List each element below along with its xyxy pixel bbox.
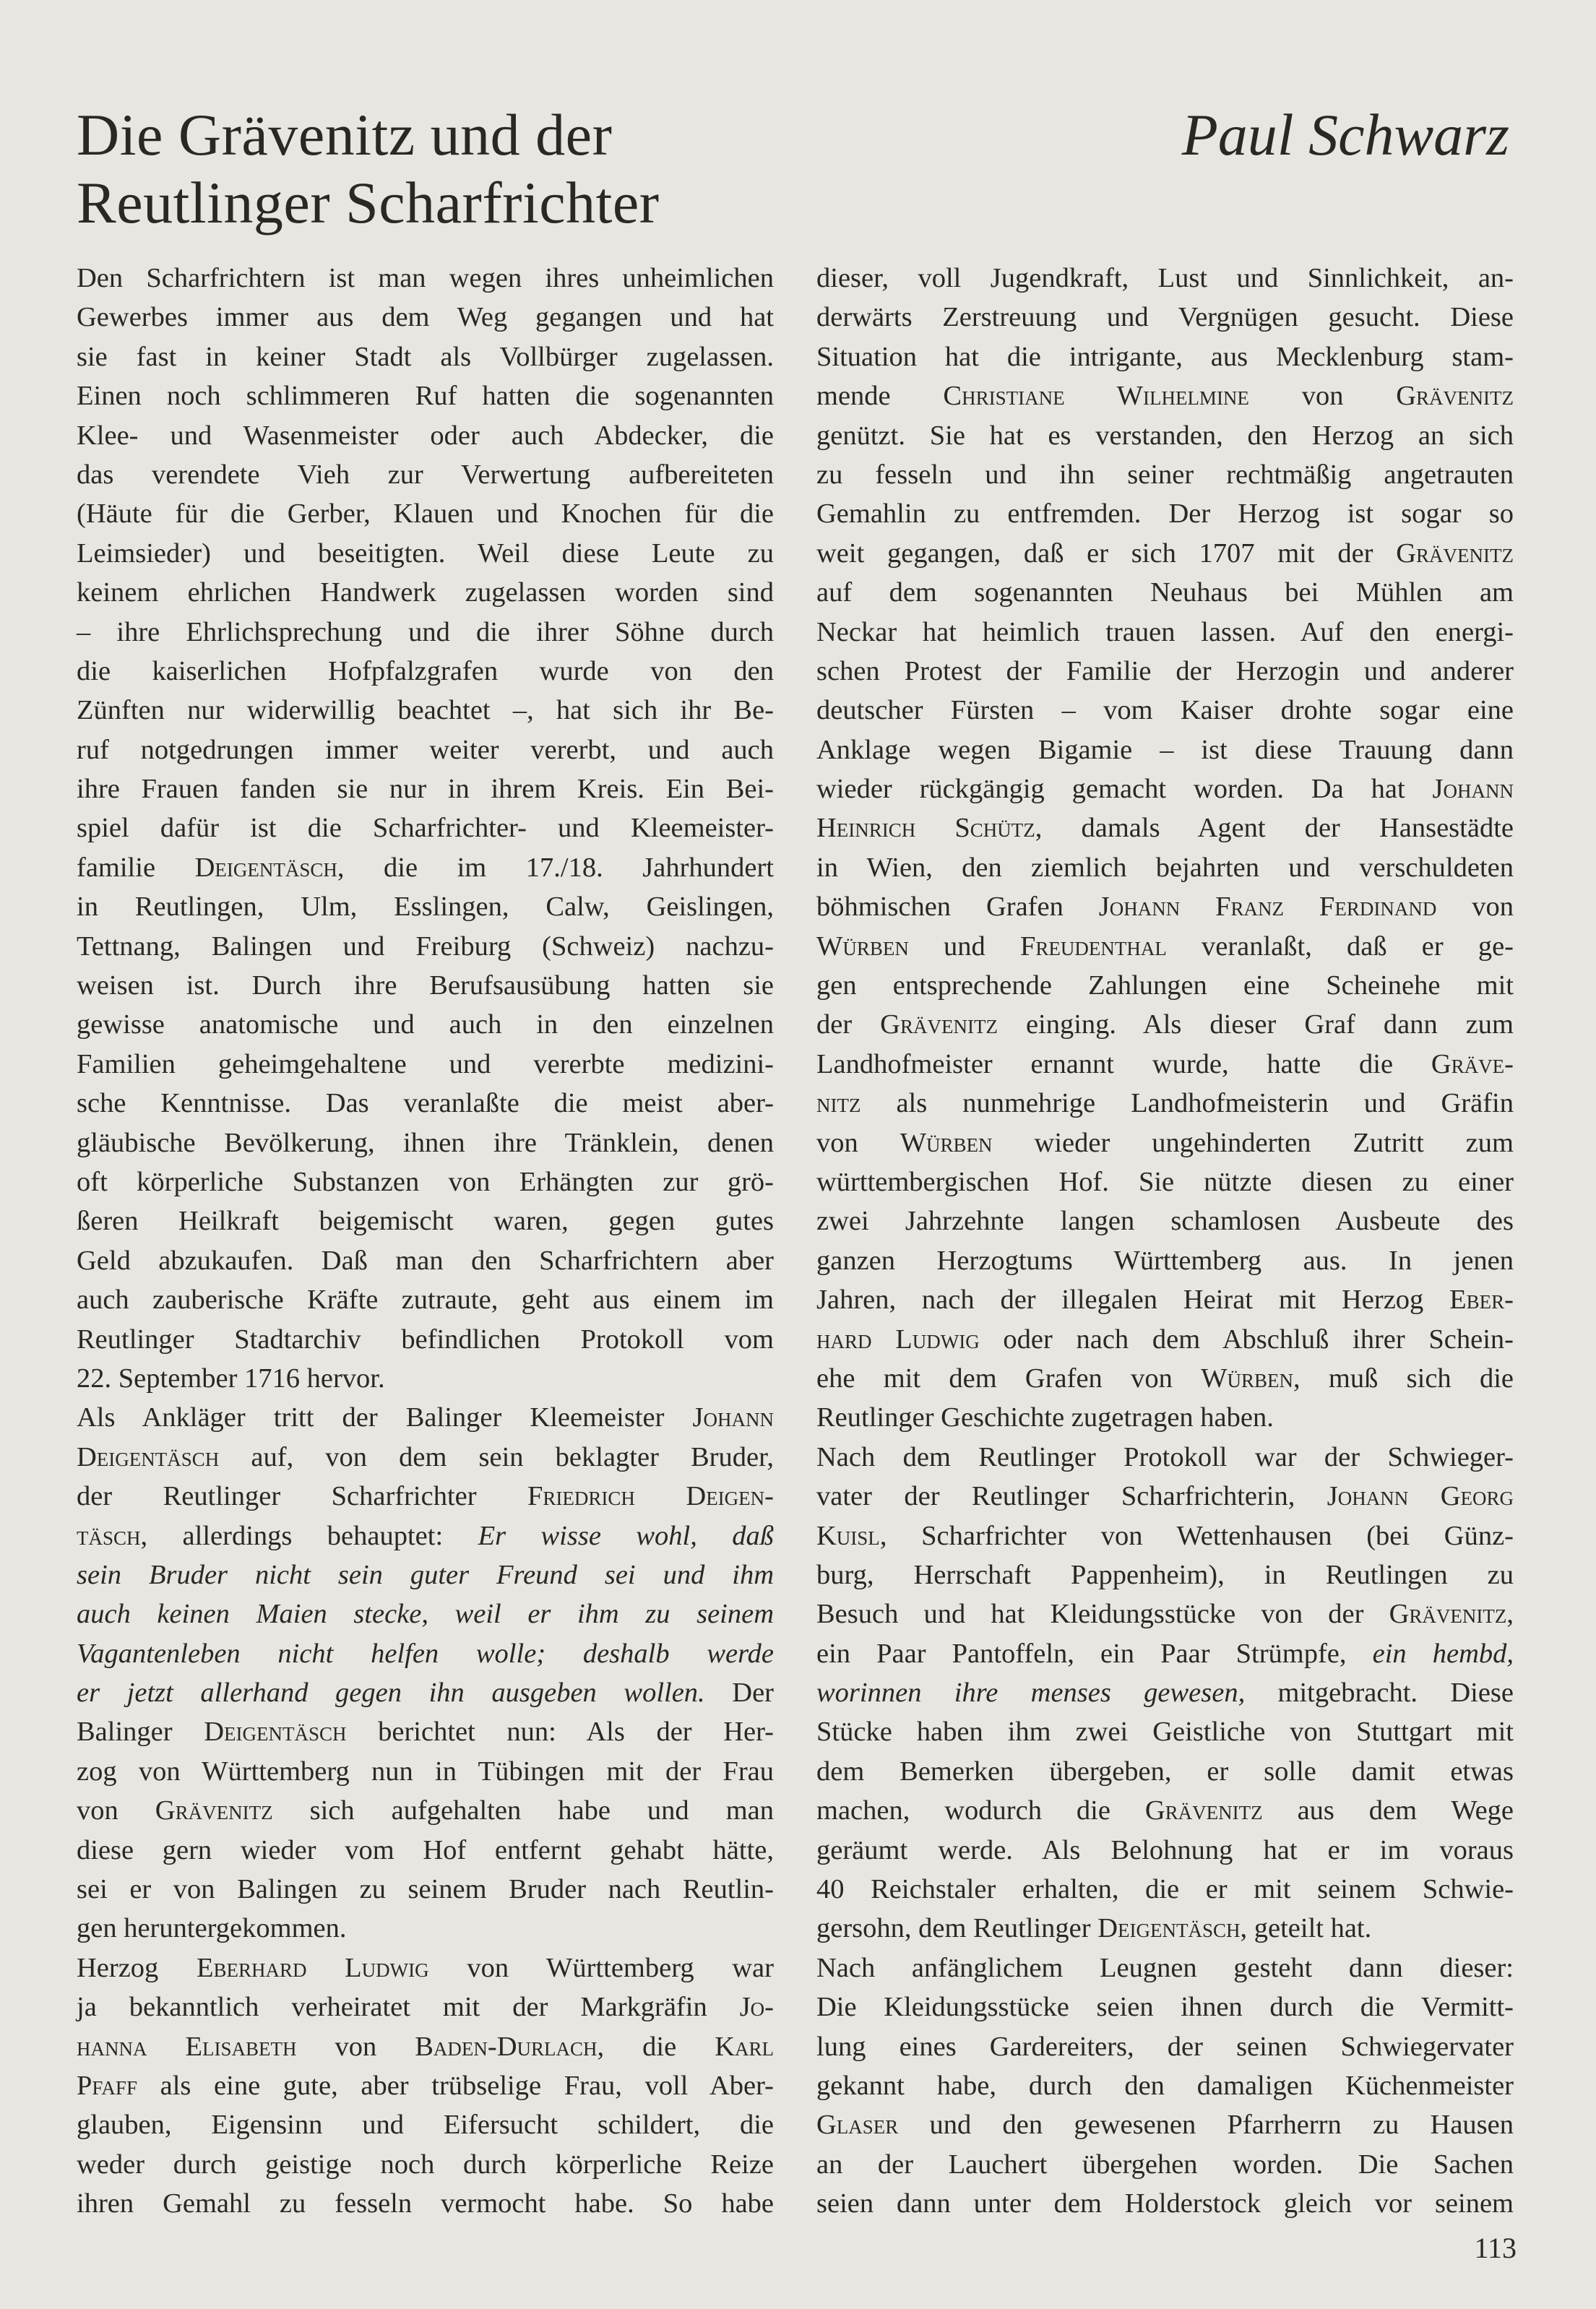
text-line xyxy=(77,769,774,808)
text-line xyxy=(77,1909,774,1948)
text-run: Familien geheimgehaltene und vererbte medizini- xyxy=(77,1048,774,1079)
small-caps-name: Heinrich Schütz xyxy=(816,813,1035,844)
small-caps-name: nitz xyxy=(816,1088,861,1119)
text-line xyxy=(816,848,1514,887)
text-line xyxy=(77,691,774,730)
small-caps-name: Eberhard Ludwig xyxy=(196,1952,429,1983)
text-run: Geld abzukaufen. Daß man den Scharfrichtern aber xyxy=(77,1245,774,1276)
text-line xyxy=(77,259,774,298)
small-caps-name: Gräve- xyxy=(1431,1048,1514,1079)
text-line xyxy=(816,1320,1514,1359)
text-line xyxy=(816,1477,1514,1516)
text-run: mitgebracht. Diese xyxy=(1245,1678,1514,1709)
text-run: der Reutlinger Scharfrichter xyxy=(77,1481,528,1512)
text-run: sie fast in keiner Stadt als Vollbürger zugelassen. xyxy=(77,341,774,372)
text-line xyxy=(816,455,1514,494)
small-caps-name: Deigentäsch xyxy=(194,852,337,883)
text-line xyxy=(77,2027,774,2066)
text-line xyxy=(77,337,774,376)
text-run: (Häute für die Gerber, Klauen und Knochen für die xyxy=(77,499,774,530)
text-run: Stücke haben ihm zwei Geistliche von Stuttgart mit xyxy=(816,1717,1514,1748)
text-line xyxy=(816,1123,1514,1162)
text-line xyxy=(77,1241,774,1280)
italic-quote: worinnen ihre menses gewesen, xyxy=(816,1678,1246,1709)
text-run: sche Kenntnisse. Das veranlaßte die meist aber- xyxy=(77,1088,774,1119)
text-run: böhmischen Grafen xyxy=(816,892,1099,923)
text-line xyxy=(816,769,1514,808)
text-line xyxy=(77,455,774,494)
text-line xyxy=(77,1320,774,1359)
text-line xyxy=(816,494,1514,533)
text-line xyxy=(77,1398,774,1437)
text-run: ßeren Heilkraft beigemischt waren, gegen gutes xyxy=(77,1206,774,1237)
text-run: von xyxy=(296,2031,415,2062)
text-line xyxy=(77,1634,774,1673)
text-line xyxy=(77,1791,774,1830)
text-run: Neckar hat heimlich trauen lassen. Auf den energi- xyxy=(816,616,1514,647)
text-line xyxy=(77,1594,774,1633)
text-line xyxy=(816,1084,1514,1123)
text-run: Klee- und Wasenmeister oder auch Abdecker, die xyxy=(77,420,774,451)
small-caps-name: Deigentäsch xyxy=(77,1441,220,1472)
text-run: , geteilt hat. xyxy=(1240,1913,1372,1944)
text-line xyxy=(77,1045,774,1084)
text-line xyxy=(816,1555,1514,1594)
text-run: wieder rückgängig gemacht worden. Da hat xyxy=(816,774,1433,805)
text-run: auf dem sogenannten Neuhaus bei Mühlen am xyxy=(816,577,1514,608)
text-line xyxy=(816,1988,1514,2027)
italic-quote: Er wisse wohl, daß xyxy=(478,1520,774,1551)
text-line xyxy=(816,1594,1514,1633)
text-run: ihre Frauen fanden sie nur in ihrem Kreis. Ein Bei- xyxy=(77,774,774,805)
text-run: Nach dem Reutlinger Protokoll war der Schwieger- xyxy=(816,1441,1514,1472)
text-run: ruf notgedrungen immer weiter vererbt, und auch xyxy=(77,734,774,765)
text-line xyxy=(816,1516,1514,1555)
small-caps-name: Glaser xyxy=(816,2110,899,2141)
text-run: weisen ist. Durch ihre Berufsausübung hatten sie xyxy=(77,970,774,1001)
text-run: in Reutlingen, Ulm, Esslingen, Calw, Geislingen, xyxy=(77,892,774,923)
small-caps-name: Pfaff xyxy=(77,2070,137,2101)
text-run: deutscher Fürsten – vom Kaiser drohte sogar eine xyxy=(816,695,1514,726)
text-line xyxy=(816,1791,1514,1830)
small-caps-name: Friedrich Deigen- xyxy=(527,1481,774,1512)
text-run: Die Kleidungsstücke seien ihnen durch die Vermitt- xyxy=(816,1992,1514,2023)
text-line xyxy=(816,808,1514,847)
text-run: , die xyxy=(597,2031,715,2062)
small-caps-name: Grävenitz xyxy=(880,1009,998,1040)
text-run: , damals Agent der Hansestädte xyxy=(1035,813,1514,844)
small-caps-name: Johann xyxy=(692,1402,774,1433)
text-run: keinem ehrlichen Handwerk zugelassen worden sind xyxy=(77,577,774,608)
text-line xyxy=(77,1516,774,1555)
text-line xyxy=(77,808,774,847)
text-line xyxy=(77,2145,774,2184)
text-run: diese gern wieder vom Hof entfernt gehabt hätte, xyxy=(77,1834,774,1865)
text-run: weit gegangen, daß er sich 1707 mit der xyxy=(816,538,1397,569)
text-run: sei er von Balingen zu seinem Bruder nach Reutlin- xyxy=(77,1874,774,1905)
text-line xyxy=(816,1398,1514,1437)
text-line xyxy=(77,1359,774,1398)
text-line xyxy=(816,1909,1514,1948)
text-run: veranlaßt, daß er ge- xyxy=(1166,931,1514,962)
text-line xyxy=(816,613,1514,652)
text-line xyxy=(77,887,774,926)
text-run: weder durch geistige noch durch körperliche Reize xyxy=(77,2149,774,2180)
italic-quote: ein hembd, xyxy=(1372,1638,1514,1669)
text-line xyxy=(77,1162,774,1201)
text-line xyxy=(816,1241,1514,1280)
text-line xyxy=(816,1673,1514,1712)
text-run: Nach anfänglichem Leugnen gesteht dann dieser: xyxy=(816,1952,1514,1983)
text-run: familie xyxy=(77,852,195,883)
text-line xyxy=(77,1005,774,1044)
text-run: schen Protest der Familie der Herzogin und anderer xyxy=(816,655,1514,686)
text-line xyxy=(816,691,1514,730)
text-run: sich aufgehalten habe und man xyxy=(272,1795,775,1826)
text-run: , muß sich die xyxy=(1293,1363,1514,1394)
small-caps-name: Kuisl xyxy=(816,1520,880,1551)
text-line xyxy=(77,1123,774,1162)
article-title-line-1: Die Grävenitz und der xyxy=(77,102,613,168)
text-line xyxy=(77,1280,774,1319)
small-caps-name: Deigentäsch xyxy=(204,1717,347,1748)
text-line xyxy=(816,573,1514,612)
text-line xyxy=(77,1712,774,1751)
text-line xyxy=(77,1988,774,2027)
page-number: 113 xyxy=(1474,2232,1517,2264)
text-line xyxy=(816,730,1514,769)
text-line xyxy=(77,494,774,533)
text-run: zog von Württemberg nun in Tübingen mit der Frau xyxy=(77,1756,774,1787)
text-line xyxy=(816,2184,1514,2223)
text-run: Den Scharfrichtern ist man wegen ihres unheimlichen xyxy=(77,263,774,293)
text-run: von xyxy=(1248,381,1397,412)
text-run: einging. Als dieser Graf dann zum xyxy=(997,1009,1514,1040)
text-run: vater der Reutlinger Scharfrichterin, xyxy=(816,1481,1327,1512)
text-line xyxy=(816,2027,1514,2066)
small-caps-name: Grävenitz xyxy=(155,1795,273,1826)
text-line xyxy=(77,1831,774,1870)
text-line xyxy=(77,2184,774,2223)
article-title-line-2: Reutlinger Scharfrichter xyxy=(77,170,660,236)
text-line xyxy=(816,927,1514,966)
text-run: Besuch und hat Kleidungsstücke von der xyxy=(816,1599,1389,1630)
small-caps-name: Johann Franz Ferdinand xyxy=(1098,892,1437,923)
text-run: Als Ankläger tritt der Balinger Kleemeister xyxy=(77,1402,693,1433)
small-caps-name: Grävenitz xyxy=(1396,538,1514,569)
text-run: dem Bemerken übergeben, er solle damit etwas xyxy=(816,1756,1514,1787)
text-line xyxy=(816,1162,1514,1201)
text-run: – ihre Ehrlichsprechung und die ihrer Söhne durch xyxy=(77,616,774,647)
text-run: die kaiserlichen Hofpfalzgrafen wurde von den xyxy=(77,655,774,686)
text-line xyxy=(77,298,774,337)
small-caps-name: Grävenitz xyxy=(1396,381,1514,412)
text-run: Tettnang, Balingen und Freiburg (Schweiz) nachzu- xyxy=(77,931,774,962)
text-run: oder nach dem Abschluß ihrer Schein- xyxy=(979,1324,1514,1355)
text-run: zu fesseln und ihn seiner rechtmäßig angetrauten xyxy=(816,459,1514,490)
text-run: als eine gute, aber trübselige Frau, voll Aber- xyxy=(137,2070,774,2101)
text-run: zwei Jahrzehnte langen schamlosen Ausbeute des xyxy=(816,1206,1514,1237)
text-run: Jahren, nach der illegalen Heirat mit Herzog xyxy=(816,1285,1450,1316)
text-line xyxy=(77,2066,774,2105)
text-line xyxy=(816,298,1514,337)
text-line xyxy=(816,337,1514,376)
text-line xyxy=(816,534,1514,573)
small-caps-name: Johann xyxy=(1432,774,1514,805)
small-caps-name: Jo- xyxy=(739,1992,774,2023)
text-run: derwärts Zerstreuung und Vergnügen gesucht. Diese xyxy=(816,302,1514,333)
text-run: und den gewesenen Pfarrherrn zu Hausen xyxy=(898,2110,1514,2141)
right-text-column xyxy=(816,259,1514,2224)
text-run: mende xyxy=(816,381,944,412)
text-run: Gemahlin zu entfremden. Der Herzog ist sogar so xyxy=(816,499,1514,530)
text-run: dieser, voll Jugendkraft, Lust und Sinnlichkeit, an- xyxy=(816,263,1514,293)
text-line xyxy=(816,416,1514,455)
author-name: Paul Schwarz xyxy=(1181,102,1509,168)
text-line xyxy=(77,1438,774,1477)
text-line xyxy=(816,1870,1514,1909)
left-text-column xyxy=(77,259,774,2224)
small-caps-name: Würben xyxy=(900,1127,993,1158)
text-line xyxy=(816,1752,1514,1791)
text-line xyxy=(77,1477,774,1516)
text-line xyxy=(77,730,774,769)
text-run: Gewerbes immer aus dem Weg gegangen und hat xyxy=(77,302,774,333)
small-caps-name: Johann Georg xyxy=(1327,1481,1514,1512)
text-line xyxy=(816,652,1514,691)
text-run: von xyxy=(816,1127,900,1158)
text-run: ehe mit dem Grafen von xyxy=(816,1363,1202,1394)
small-caps-name: Würben xyxy=(1201,1363,1293,1394)
small-caps-name: hanna Elisabeth xyxy=(77,2031,297,2062)
text-run: an der Lauchert übergehen worden. Die Sachen xyxy=(816,2149,1514,2180)
italic-quote: sein Bruder nicht sein guter Freund sei und ihm xyxy=(77,1559,774,1590)
text-run: , xyxy=(1506,1599,1514,1630)
text-line xyxy=(816,1831,1514,1870)
text-run: lung eines Gardereiters, der seinen Schwiegervater xyxy=(816,2031,1514,2062)
small-caps-name: täsch xyxy=(77,1520,141,1551)
text-line xyxy=(77,966,774,1005)
text-line xyxy=(816,1280,1514,1319)
text-run: Zünften nur widerwillig beachtet –, hat sich ihr Be- xyxy=(77,695,774,726)
small-caps-name: Christiane Wilhelmine xyxy=(943,381,1249,412)
article-title xyxy=(77,101,660,237)
text-line xyxy=(77,1673,774,1712)
text-run: als nunmehrige Landhofmeisterin und Gräfin xyxy=(860,1088,1514,1119)
text-run: auch zauberische Kräfte zutraute, geht aus einem im xyxy=(77,1285,774,1316)
text-run: ganzen Herzogtums Württemberg aus. In jenen xyxy=(816,1245,1514,1276)
text-run: von Württemberg war xyxy=(428,1952,774,1983)
text-line xyxy=(816,1438,1514,1477)
text-run: Situation hat die intrigante, aus Mecklenburg stam- xyxy=(816,341,1514,372)
text-run: der xyxy=(816,1009,881,1040)
italic-quote: auch keinen Maien stecke, weil er ihm zu seinem xyxy=(77,1599,774,1630)
text-line xyxy=(77,1555,774,1594)
text-run: und xyxy=(908,931,1020,962)
text-run: Reutlinger Geschichte zugetragen haben. xyxy=(816,1402,1274,1433)
text-line xyxy=(77,1752,774,1791)
text-run: aus dem Wege xyxy=(1262,1795,1514,1826)
text-run: gersohn, dem Reutlinger xyxy=(816,1913,1098,1944)
text-line xyxy=(816,1359,1514,1398)
text-run: 40 Reichstaler erhalten, die er mit seinem Schwie- xyxy=(816,1874,1514,1905)
small-caps-name: Würben xyxy=(816,931,909,962)
text-run: geräumt werde. Als Belohnung hat er im voraus xyxy=(816,1834,1514,1865)
text-line xyxy=(77,534,774,573)
text-run: gen entsprechende Zahlungen eine Scheinehe mit xyxy=(816,970,1514,1001)
text-run: ihren Gemahl zu fesseln vermocht habe. So habe xyxy=(77,2188,774,2219)
text-line xyxy=(77,652,774,691)
text-line xyxy=(816,1045,1514,1084)
text-line xyxy=(816,1948,1514,1988)
text-line xyxy=(77,1201,774,1240)
text-run: Anklage wegen Bigamie – ist diese Trauung dann xyxy=(816,734,1514,765)
text-line xyxy=(816,1201,1514,1240)
text-run: Landhofmeister ernannt wurde, hatte die xyxy=(816,1048,1431,1079)
text-line xyxy=(816,2145,1514,2184)
text-run: Balinger xyxy=(77,1717,204,1748)
small-caps-name: Grävenitz xyxy=(1389,1599,1507,1630)
small-caps-name: Deigentäsch xyxy=(1097,1913,1241,1944)
italic-quote: Vagantenleben nicht helfen wolle; deshalb werde xyxy=(77,1638,774,1669)
text-run: , allerdings behauptet: xyxy=(140,1520,478,1551)
text-run: genützt. Sie hat es verstanden, den Herzog an sich xyxy=(816,420,1514,451)
text-run: württembergischen Hof. Sie nützte diesen zu einer xyxy=(816,1166,1514,1197)
text-run: gekannt habe, durch den damaligen Küchenmeister xyxy=(816,2070,1514,2101)
text-run: das verendete Vieh zur Verwertung aufbereiteten xyxy=(77,459,774,490)
text-line xyxy=(77,1084,774,1123)
text-run: gewisse anatomische und auch in den einzelnen xyxy=(77,1009,774,1040)
text-run: ja bekanntlich verheiratet mit der Markgräfin xyxy=(77,1992,740,2023)
small-caps-name: Freudenthal xyxy=(1019,931,1167,962)
small-caps-name: Karl xyxy=(715,2031,774,2062)
text-run: , die im 17./18. Jahrhundert xyxy=(337,852,774,883)
text-run: spiel dafür ist die Scharfrichter- und Kleemeister- xyxy=(77,813,774,844)
text-line xyxy=(816,376,1514,415)
small-caps-name: Baden-Durlach xyxy=(415,2031,598,2062)
text-run: von xyxy=(1436,892,1514,923)
text-run: Der xyxy=(704,1678,774,1709)
text-run: berichtet nun: Als der Her- xyxy=(346,1717,775,1748)
text-line xyxy=(816,1634,1514,1673)
text-run: oft körperliche Substanzen von Erhängten zur grö- xyxy=(77,1166,774,1197)
text-run: gläubische Bevölkerung, ihnen ihre Tränklein, denen xyxy=(77,1127,774,1158)
text-line xyxy=(77,1870,774,1909)
text-line xyxy=(77,613,774,652)
text-run: wieder ungehinderten Zutritt zum xyxy=(992,1127,1514,1158)
text-run: 22. September 1716 hervor. xyxy=(77,1363,385,1394)
text-run: gen heruntergekommen. xyxy=(77,1913,347,1944)
text-run: burg, Herrschaft Pappenheim), in Reutlingen zu xyxy=(816,1559,1514,1590)
text-run: seien dann unter dem Holderstock gleich vor seinem xyxy=(816,2188,1514,2219)
text-run: ein Paar Pantoffeln, ein Paar Strümpfe, xyxy=(816,1638,1373,1669)
text-line xyxy=(77,848,774,887)
text-line xyxy=(77,416,774,455)
text-line xyxy=(77,2105,774,2144)
text-line xyxy=(816,2105,1514,2144)
text-line xyxy=(816,1005,1514,1044)
text-run: machen, wodurch die xyxy=(816,1795,1145,1826)
small-caps-name: Grävenitz xyxy=(1144,1795,1263,1826)
text-run: Leimsieder) und beseitigten. Weil diese Leute zu xyxy=(77,538,774,569)
text-line xyxy=(77,573,774,612)
text-line xyxy=(77,927,774,966)
text-run: Einen noch schlimmeren Ruf hatten die sogenannten xyxy=(77,381,774,412)
small-caps-name: hard Ludwig xyxy=(816,1324,980,1355)
text-run: in Wien, den ziemlich bejahrten und verschuldeten xyxy=(816,852,1514,883)
small-caps-name: Eber- xyxy=(1449,1285,1514,1316)
text-line xyxy=(77,376,774,415)
italic-quote: er jetzt allerhand gegen ihn ausgeben wollen. xyxy=(77,1678,705,1709)
text-run: Reutlinger Stadtarchiv befindlichen Protokoll vom xyxy=(77,1324,774,1355)
text-line xyxy=(816,966,1514,1005)
text-run: , Scharfrichter von Wettenhausen (bei Günz- xyxy=(879,1520,1514,1551)
text-run: glauben, Eigensinn und Eifersucht schildert, die xyxy=(77,2110,774,2141)
text-run: auf, von dem sein beklagter Bruder, xyxy=(219,1441,774,1472)
text-run: Herzog xyxy=(77,1952,197,1983)
text-line xyxy=(816,1712,1514,1751)
text-run: von xyxy=(77,1795,155,1826)
text-line xyxy=(816,259,1514,298)
text-line xyxy=(77,1948,774,1988)
text-line xyxy=(816,2066,1514,2105)
text-line xyxy=(816,887,1514,926)
